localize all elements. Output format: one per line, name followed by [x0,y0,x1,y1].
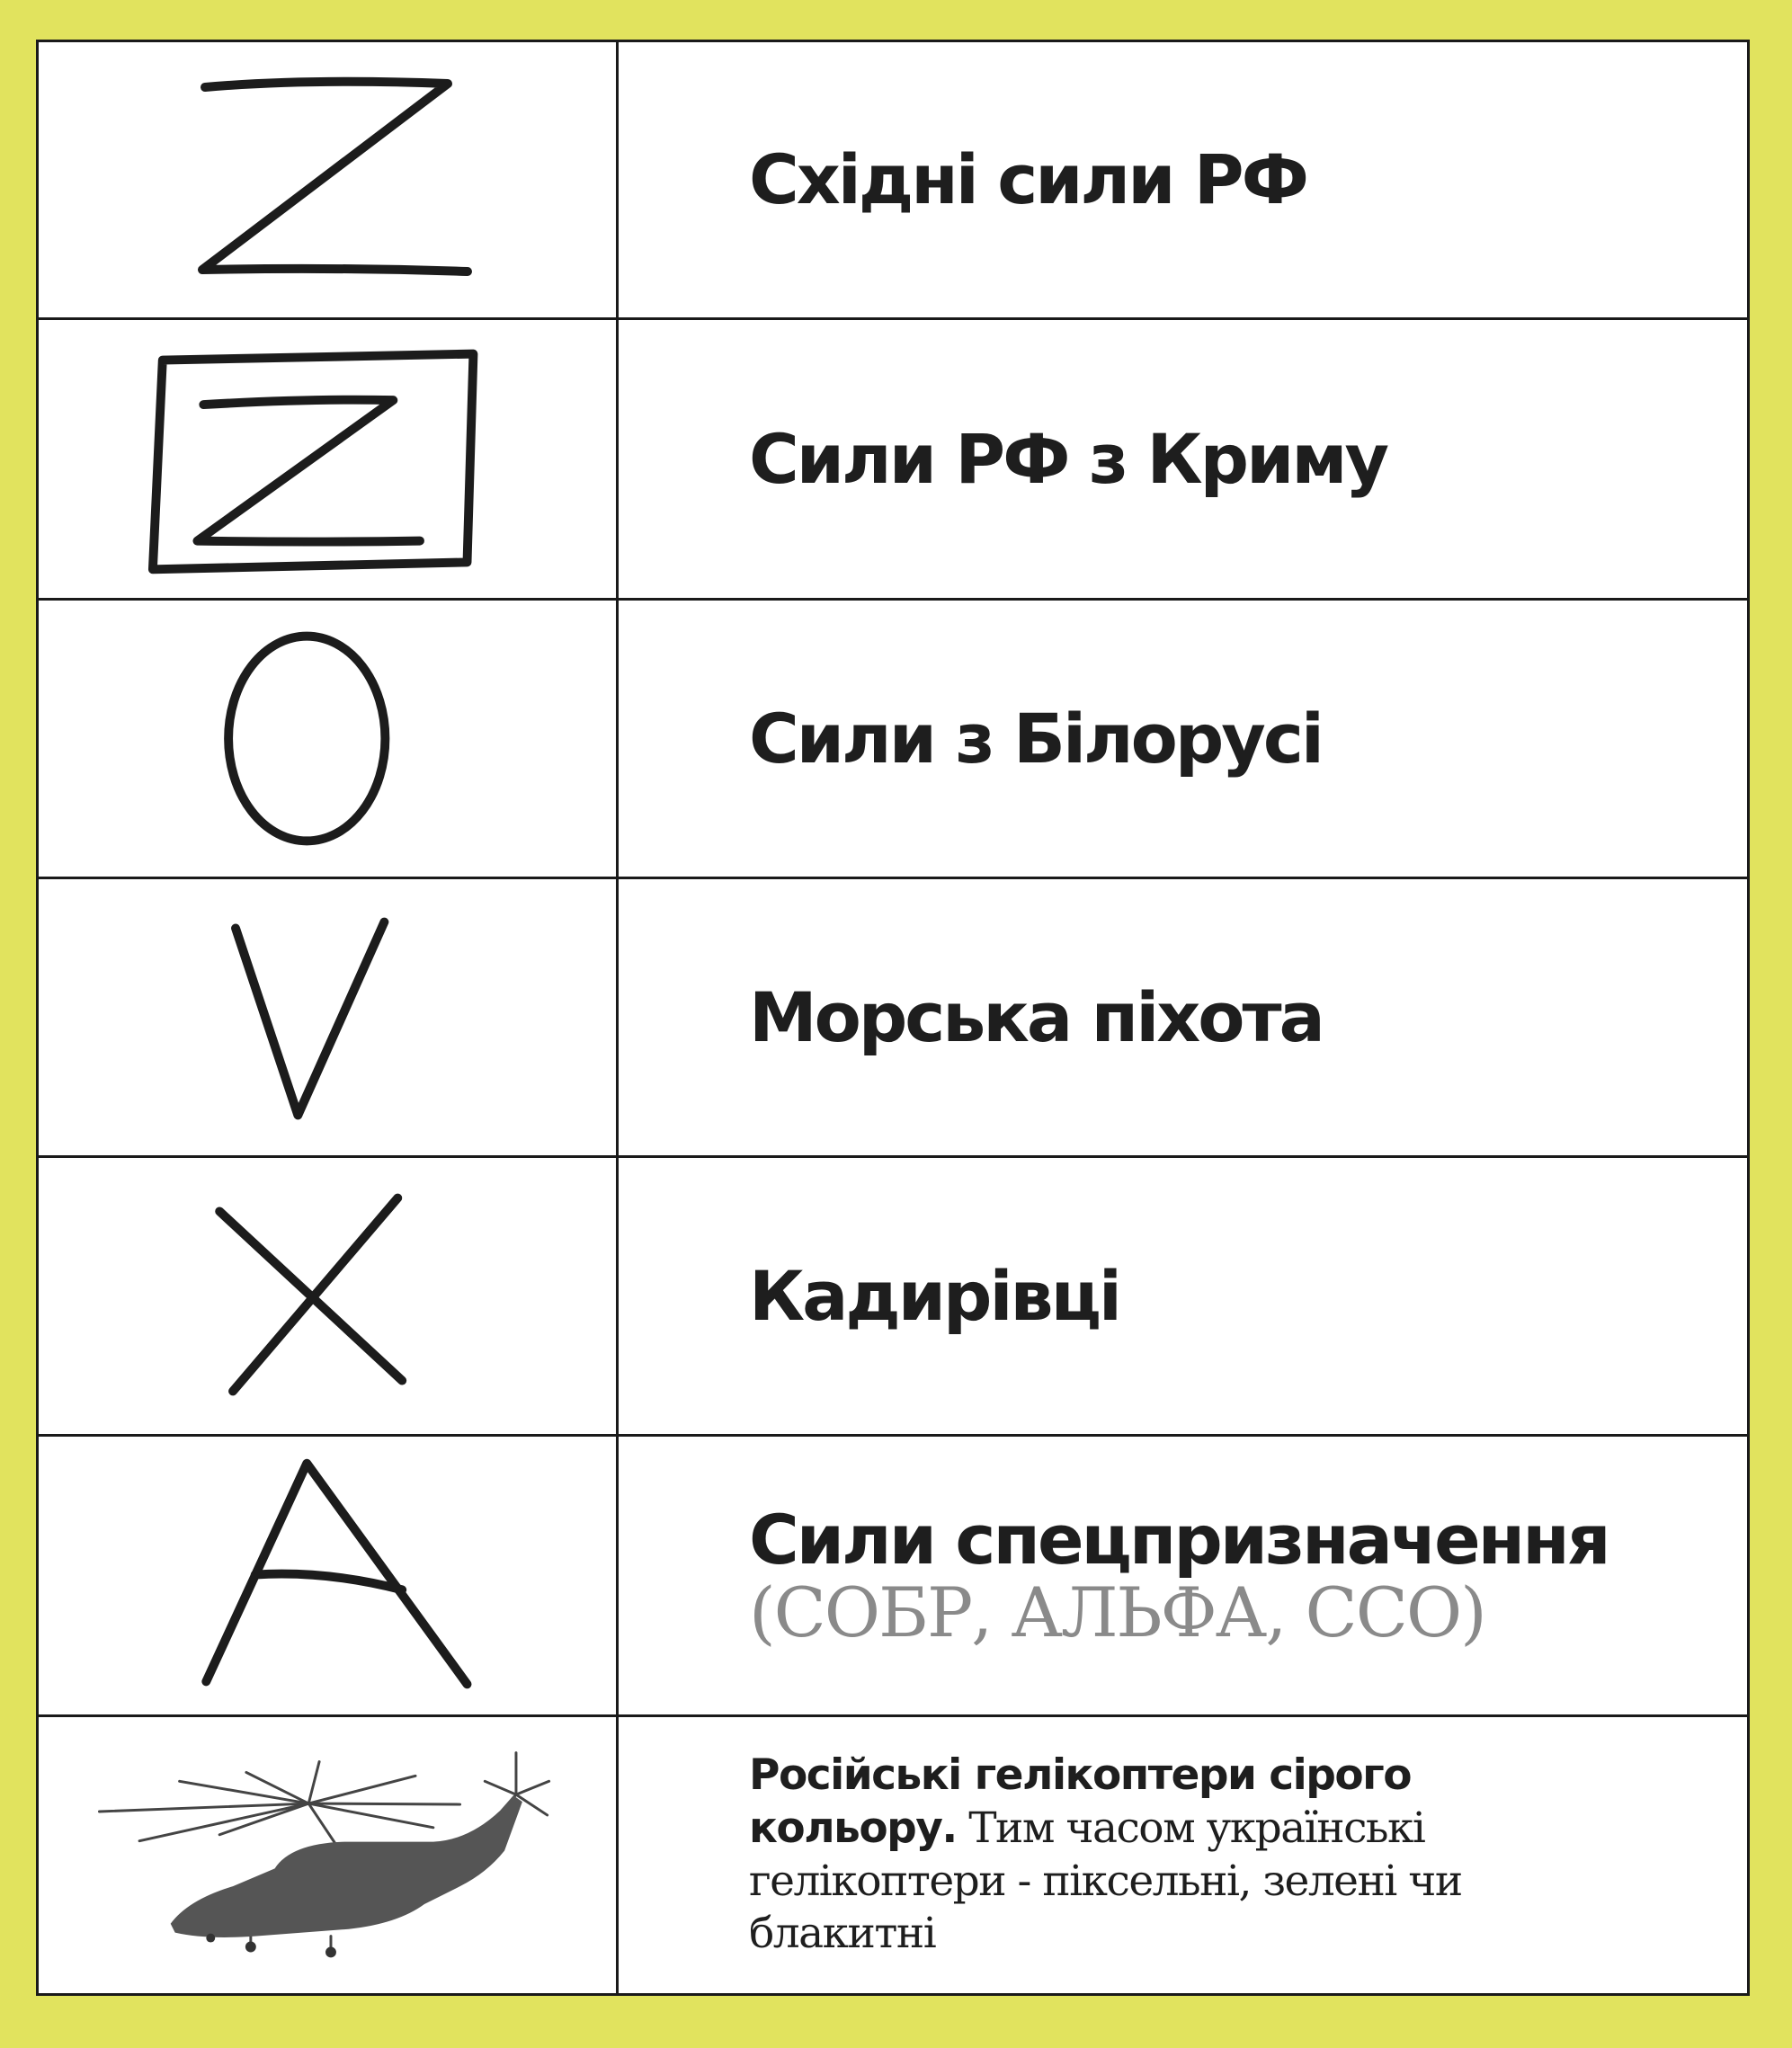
symbol-cell [39,320,619,598]
label-cell [619,320,1747,598]
symbol-cell [39,1437,619,1714]
z-symbol-icon [39,42,619,317]
o-symbol-icon [39,601,619,877]
symbol-cell [39,42,619,317]
helicopter-icon [39,1717,619,1993]
legend-row [39,1434,1747,1714]
v-symbol-icon [39,879,619,1155]
legend-row [39,598,1747,877]
helicopter-description [749,1750,1612,1961]
legend-sublabel: (СОБР, АЛЬФА, ССО) [749,1572,1485,1653]
helicopter-description-normal: Тим часом українські гелікоптери - піксельні, зелені чи блакитні [749,1803,1462,1959]
symbol-cell [39,601,619,877]
label-cell [619,1717,1747,1993]
label-cell [619,42,1747,317]
symbols-legend-table [36,40,1750,1996]
label-cell [619,1158,1747,1434]
legend-row [39,1714,1747,1993]
symbol-cell [39,1717,619,1993]
legend-row [39,42,1747,317]
x-symbol-icon [39,1158,619,1434]
label-cell [619,879,1747,1155]
legend-label: Сили з Білорусі [749,698,1322,779]
legend-row [39,1155,1747,1434]
symbol-cell [39,879,619,1155]
helicopter-description-bold: Російські гелікоптери сірого кольору. [749,1750,1412,1853]
legend-label: Сили РФ з Криму [749,418,1386,499]
label-cell [619,601,1747,877]
legend-row [39,877,1747,1155]
legend-label: Східні сили РФ [749,139,1306,220]
label-cell [619,1437,1747,1714]
symbol-cell [39,1158,619,1434]
legend-label: Морська піхота [749,976,1323,1057]
legend-label: Кадирівці [749,1255,1119,1336]
z-box-symbol-icon [39,320,619,598]
a-symbol-icon [39,1437,619,1714]
legend-row [39,317,1747,598]
legend-label: Сили спецпризначення [749,1499,1609,1580]
